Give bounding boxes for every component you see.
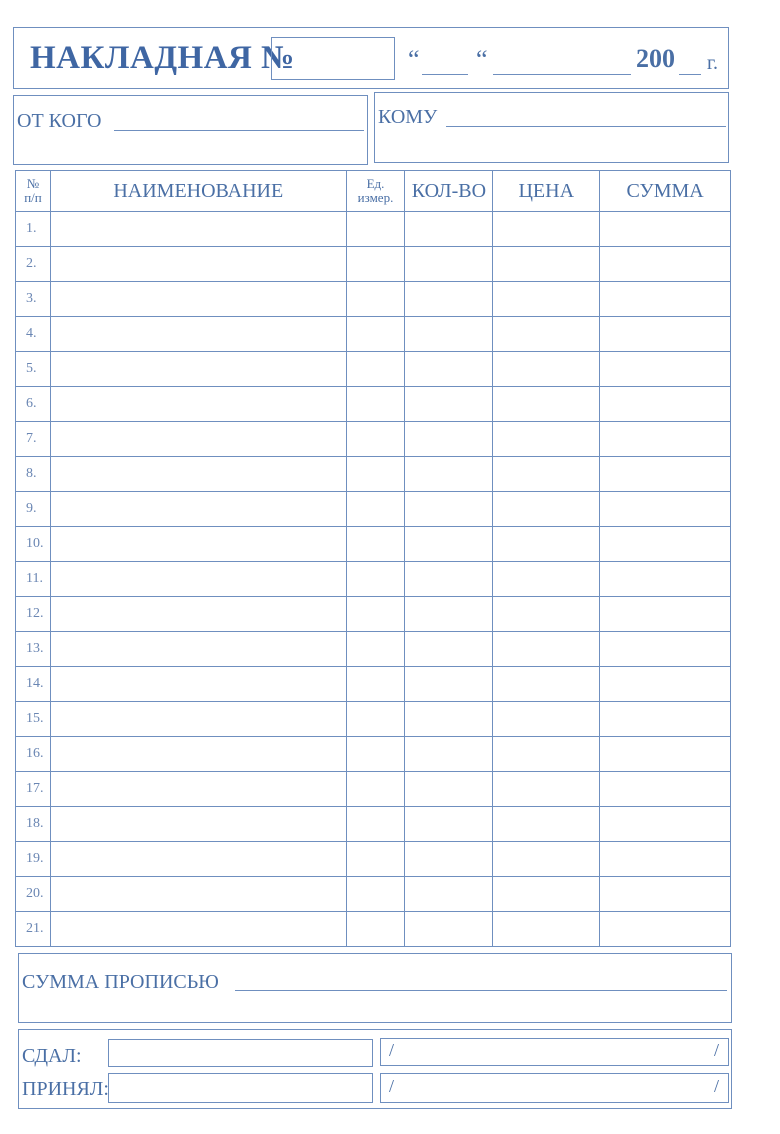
total-field[interactable]	[235, 970, 727, 991]
row-number: 19.	[16, 842, 51, 877]
table-row	[16, 772, 731, 807]
row-unit-cell[interactable]	[346, 352, 405, 387]
row-name-cell[interactable]	[50, 912, 346, 947]
row-qty-cell[interactable]	[405, 562, 493, 597]
date-quote-close: “	[476, 45, 488, 74]
table-header-row	[16, 171, 731, 212]
row-qty-cell[interactable]	[405, 772, 493, 807]
row-number: 13.	[16, 632, 51, 667]
row-price-cell[interactable]	[493, 632, 600, 667]
row-unit-cell[interactable]	[346, 492, 405, 527]
row-price-cell[interactable]	[493, 877, 600, 912]
table-row	[16, 457, 731, 492]
row-number: 1.	[16, 212, 51, 247]
row-sum-cell[interactable]	[600, 212, 731, 247]
row-qty-cell[interactable]	[405, 212, 493, 247]
row-price-cell[interactable]	[493, 527, 600, 562]
row-unit-cell[interactable]	[346, 562, 405, 597]
row-number: 4.	[16, 317, 51, 352]
table-row	[16, 597, 731, 632]
row-sum-cell[interactable]	[600, 702, 731, 737]
table-row	[16, 667, 731, 702]
handed-signature-field[interactable]	[380, 1038, 729, 1066]
row-number: 7.	[16, 422, 51, 457]
table-row	[16, 422, 731, 457]
row-number: 14.	[16, 667, 51, 702]
col-qty-header: КОЛ-ВО	[405, 171, 493, 212]
row-sum-cell[interactable]	[600, 527, 731, 562]
row-unit-cell[interactable]	[346, 282, 405, 317]
table-row	[16, 387, 731, 422]
col-number-header: № п/п	[16, 171, 51, 212]
row-qty-cell[interactable]	[405, 492, 493, 527]
row-unit-cell[interactable]	[346, 737, 405, 772]
row-qty-cell[interactable]	[405, 842, 493, 877]
row-number: 6.	[16, 387, 51, 422]
row-unit-cell[interactable]	[346, 422, 405, 457]
row-qty-cell[interactable]	[405, 632, 493, 667]
row-name-cell[interactable]	[50, 842, 346, 877]
row-unit-cell[interactable]	[346, 387, 405, 422]
row-sum-cell[interactable]	[600, 562, 731, 597]
row-price-cell[interactable]	[493, 772, 600, 807]
row-name-cell[interactable]	[50, 562, 346, 597]
to-field[interactable]	[446, 106, 726, 127]
row-qty-cell[interactable]	[405, 352, 493, 387]
row-number: 3.	[16, 282, 51, 317]
col-price-header: ЦЕНА	[493, 171, 600, 212]
table-row	[16, 912, 731, 947]
row-price-cell[interactable]	[493, 702, 600, 737]
row-sum-cell[interactable]	[600, 597, 731, 632]
table-row	[16, 247, 731, 282]
row-number: 16.	[16, 737, 51, 772]
row-number: 12.	[16, 597, 51, 632]
row-sum-cell[interactable]	[600, 457, 731, 492]
row-unit-cell[interactable]	[346, 667, 405, 702]
handed-label: СДАЛ:	[22, 1045, 82, 1067]
row-unit-cell[interactable]	[346, 842, 405, 877]
col-unit-header: Ед. измер.	[346, 171, 405, 212]
row-name-cell[interactable]	[50, 457, 346, 492]
row-qty-cell[interactable]	[405, 457, 493, 492]
row-qty-cell[interactable]	[405, 597, 493, 632]
handed-slash-right: /	[714, 1040, 720, 1060]
date-year-field[interactable]	[679, 52, 701, 75]
date-year-prefix: 200	[636, 44, 675, 73]
from-label: ОТ КОГО	[17, 110, 102, 132]
row-price-cell[interactable]	[493, 247, 600, 282]
table-row	[16, 352, 731, 387]
table-row	[16, 317, 731, 352]
row-sum-cell[interactable]	[600, 282, 731, 317]
row-sum-cell[interactable]	[600, 877, 731, 912]
row-qty-cell[interactable]	[405, 737, 493, 772]
row-number: 21.	[16, 912, 51, 947]
table-row	[16, 842, 731, 877]
row-name-cell[interactable]	[50, 632, 346, 667]
row-unit-cell[interactable]	[346, 912, 405, 947]
row-sum-cell[interactable]	[600, 247, 731, 282]
row-name-cell[interactable]	[50, 282, 346, 317]
row-price-cell[interactable]	[493, 562, 600, 597]
row-unit-cell[interactable]	[346, 247, 405, 282]
row-number: 17.	[16, 772, 51, 807]
row-number: 5.	[16, 352, 51, 387]
row-name-cell[interactable]	[50, 352, 346, 387]
row-unit-cell[interactable]	[346, 597, 405, 632]
row-sum-cell[interactable]	[600, 667, 731, 702]
row-number: 9.	[16, 492, 51, 527]
table-row	[16, 527, 731, 562]
from-field[interactable]	[114, 110, 364, 131]
row-sum-cell[interactable]	[600, 387, 731, 422]
row-name-cell[interactable]	[50, 597, 346, 632]
row-unit-cell[interactable]	[346, 212, 405, 247]
handed-name-field[interactable]	[108, 1039, 373, 1067]
row-price-cell[interactable]	[493, 457, 600, 492]
row-price-cell[interactable]	[493, 807, 600, 842]
table-row	[16, 877, 731, 912]
row-name-cell[interactable]	[50, 492, 346, 527]
row-price-cell[interactable]	[493, 492, 600, 527]
table-row	[16, 737, 731, 772]
received-signature-field[interactable]	[380, 1073, 729, 1103]
row-qty-cell[interactable]	[405, 702, 493, 737]
row-sum-cell[interactable]	[600, 807, 731, 842]
row-name-cell[interactable]	[50, 422, 346, 457]
row-name-cell[interactable]	[50, 212, 346, 247]
row-unit-cell[interactable]	[346, 877, 405, 912]
row-price-cell[interactable]	[493, 667, 600, 702]
row-name-cell[interactable]	[50, 387, 346, 422]
row-name-cell[interactable]	[50, 317, 346, 352]
row-qty-cell[interactable]	[405, 912, 493, 947]
row-name-cell[interactable]	[50, 772, 346, 807]
row-qty-cell[interactable]	[405, 317, 493, 352]
row-sum-cell[interactable]	[600, 422, 731, 457]
row-sum-cell[interactable]	[600, 772, 731, 807]
table-row	[16, 562, 731, 597]
row-price-cell[interactable]	[493, 387, 600, 422]
row-qty-cell[interactable]	[405, 667, 493, 702]
row-qty-cell[interactable]	[405, 422, 493, 457]
row-name-cell[interactable]	[50, 877, 346, 912]
date-quote-open: “	[408, 45, 420, 74]
row-price-cell[interactable]	[493, 282, 600, 317]
document-title: НАКЛАДНАЯ №	[30, 40, 295, 76]
row-qty-cell[interactable]	[405, 527, 493, 562]
table-row	[16, 807, 731, 842]
row-unit-cell[interactable]	[346, 772, 405, 807]
items-table	[15, 170, 731, 947]
row-price-cell[interactable]	[493, 737, 600, 772]
row-number: 18.	[16, 807, 51, 842]
row-name-cell[interactable]	[50, 247, 346, 282]
row-price-cell[interactable]	[493, 597, 600, 632]
row-number: 10.	[16, 527, 51, 562]
row-qty-cell[interactable]	[405, 247, 493, 282]
row-price-cell[interactable]	[493, 352, 600, 387]
row-sum-cell[interactable]	[600, 912, 731, 947]
row-sum-cell[interactable]	[600, 737, 731, 772]
row-name-cell[interactable]	[50, 667, 346, 702]
row-sum-cell[interactable]	[600, 492, 731, 527]
date-year-suffix: г.	[707, 52, 718, 74]
row-number: 20.	[16, 877, 51, 912]
table-row	[16, 492, 731, 527]
received-name-field[interactable]	[108, 1073, 373, 1103]
table-body	[16, 212, 731, 947]
to-label: КОМУ	[378, 106, 438, 128]
row-name-cell[interactable]	[50, 807, 346, 842]
table-row	[16, 212, 731, 247]
total-label: СУММА ПРОПИСЬЮ	[22, 971, 219, 993]
row-name-cell[interactable]	[50, 527, 346, 562]
received-slash-left: /	[389, 1076, 395, 1096]
row-unit-cell[interactable]	[346, 702, 405, 737]
row-sum-cell[interactable]	[600, 352, 731, 387]
invoice-number-field[interactable]	[271, 37, 395, 80]
row-name-cell[interactable]	[50, 702, 346, 737]
row-price-cell[interactable]	[493, 212, 600, 247]
row-qty-cell[interactable]	[405, 877, 493, 912]
row-name-cell[interactable]	[50, 737, 346, 772]
row-qty-cell[interactable]	[405, 387, 493, 422]
row-price-cell[interactable]	[493, 842, 600, 877]
row-qty-cell[interactable]	[405, 282, 493, 317]
row-sum-cell[interactable]	[600, 842, 731, 877]
row-sum-cell[interactable]	[600, 632, 731, 667]
row-price-cell[interactable]	[493, 317, 600, 352]
table-row	[16, 282, 731, 317]
row-number: 15.	[16, 702, 51, 737]
table-row	[16, 702, 731, 737]
row-number: 11.	[16, 562, 51, 597]
handed-slash-left: /	[389, 1040, 395, 1060]
date-month-field[interactable]	[493, 52, 631, 75]
row-unit-cell[interactable]	[346, 632, 405, 667]
col-name-header: НАИМЕНОВАНИЕ	[50, 171, 346, 212]
row-unit-cell[interactable]	[346, 807, 405, 842]
row-sum-cell[interactable]	[600, 317, 731, 352]
row-unit-cell[interactable]	[346, 457, 405, 492]
row-price-cell[interactable]	[493, 422, 600, 457]
row-price-cell[interactable]	[493, 912, 600, 947]
row-unit-cell[interactable]	[346, 317, 405, 352]
row-number: 2.	[16, 247, 51, 282]
row-qty-cell[interactable]	[405, 807, 493, 842]
col-sum-header: СУММА	[600, 171, 731, 212]
table-row	[16, 632, 731, 667]
received-slash-right: /	[714, 1076, 720, 1096]
date-day-field[interactable]	[422, 52, 468, 75]
received-label: ПРИНЯЛ:	[22, 1078, 109, 1100]
row-unit-cell[interactable]	[346, 527, 405, 562]
row-number: 8.	[16, 457, 51, 492]
